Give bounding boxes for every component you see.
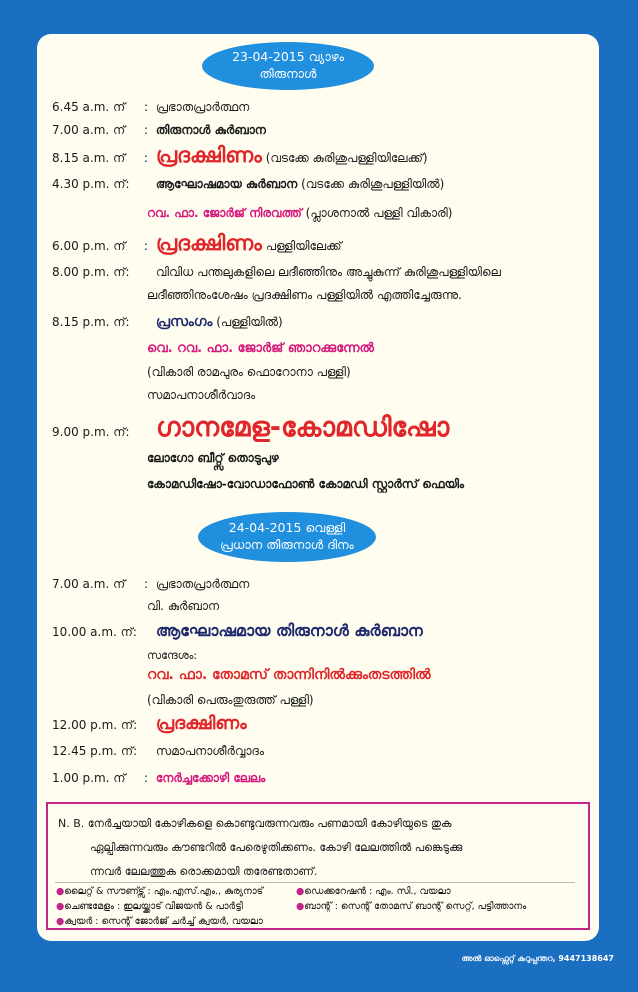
message-label: സന്ദേശം:	[147, 649, 198, 662]
feast-mass-highlight: ആഘോഷമായ തിരുനാൾ കുർബാന	[155, 621, 423, 640]
sponsor-item: ●ഡെക്കറേഷൻ : എം. സി., വയലാ	[296, 886, 451, 897]
sponsor-item: ●ക്വയർ : സെന്റ് ജോർജ് ചർച്ച് ക്വയർ, വയലാ	[56, 916, 263, 927]
day1-date: 23-04-2015 വ്യാഴം	[232, 49, 344, 64]
day2-date: 24-04-2015 വെള്ളി	[228, 520, 346, 535]
schedule-row: 12.45 p.m. ന്: സമാപനാശീർവ്വാദം	[52, 744, 264, 758]
procession-highlight: പ്രദക്ഷിണം	[155, 143, 262, 167]
speaker-name: വെ. റവ. ഫാ. ജോർജ് ഞാറക്കുന്നേൽ	[147, 341, 375, 356]
troupe-detail: കോമഡിഷോ-വോഡാഫോൺ കോമഡി സ്റ്റാർസ് ഫെയിം	[147, 477, 464, 491]
troupe-name: ലോഗോ ബീറ്റ്സ് തൊടുപുഴ	[147, 451, 279, 465]
schedule-row: 9.00 p.m. ന്: ഗാനമേള-കോമഡിഷോ	[52, 412, 450, 443]
printer-credit: അൽ ഓഫ്സെറ്റ് കുറുപ്പന്തറ, 9447138647	[461, 954, 614, 963]
note-text: N. B. നേർച്ചയായി കോഴികളെ കൊണ്ടുവരുന്നവരും പണമായി കോഴിയുടെ തുക ഏല്പിക്കുന്നവരും കൗണ്ടറിൽ പേരെഴുതിക്കണം. കോഴി ലേലത്തിൽ പങ്കെടുക്കു ന്നവർ ലേലത്തുക രൊക്കമായി തരേണ്ടതാണ്.	[58, 817, 463, 878]
preacher-role: (വികാരി പെരുംതുരുത്ത് പള്ളി)	[147, 693, 314, 707]
day1-badge	[202, 42, 374, 90]
schedule-row: 1.00 p.m. ന് : നേർച്ചക്കോഴി ലേലം	[52, 771, 266, 785]
procession-highlight: പ്രദക്ഷിണം	[155, 231, 262, 255]
note-divider	[55, 882, 575, 883]
blessing-text: സമാപനാശീർവാദം	[147, 388, 256, 402]
note-box	[46, 802, 590, 930]
auction-highlight: നേർച്ചക്കോഴി ലേലം	[155, 771, 266, 785]
speaker-role: (വികാരി രാമപുരം ഫൊറോനാ പള്ളി)	[147, 365, 351, 379]
schedule-row: 8.15 p.m. ന്: പ്രസംഗം (പള്ളിയിൽ)	[52, 314, 283, 330]
schedule-row: 8.00 p.m. ന്: വിവിധ പന്തലുകളിലെ ലദീഞ്ഞിനും അച്ചുകുന്ന് കുരിശുപള്ളിയിലെ	[52, 265, 501, 279]
sponsor-item: ●ലൈറ്റ് & സൗണ്ട്സ് : എം.എസ്.എം., കുര്യനാട്	[56, 886, 264, 897]
celebrant-line: റവ. ഫാ. ജോർജ് നിരവത്ത് (പ്ലാശനാൽ പള്ളി വികാരി)	[147, 206, 453, 220]
schedule-row: 10.00 a.m. ന്: ആഘോഷമായ തിരുനാൾ കുർബാന	[52, 621, 423, 640]
schedule-row: 6.00 p.m. ന് : പ്രദക്ഷിണം പള്ളിയിലേക്ക്	[52, 231, 342, 255]
day1-title: തിരുനാൾ	[259, 66, 317, 81]
schedule-row: 12.00 p.m. ന്: പ്രദക്ഷിണം	[52, 713, 247, 734]
sponsor-item: ●ബാന്റ് : സെന്റ് തോമസ് ബാന്റ് സെറ്റ്, പട്ടിത്താനം	[296, 901, 527, 912]
schedule-row: 8.15 a.m. ന് : പ്രദക്ഷിണം (വടക്കേ കുരിശുപള്ളിയിലേക്ക്)	[52, 143, 428, 167]
preacher-name: റവ. ഫാ. തോമസ് താന്നിനിൽക്കുംതടത്തിൽ	[147, 667, 431, 683]
schedule-continuation: ലദീഞ്ഞിനുംശേഷം പ്രദക്ഷിണം പള്ളിയിൽ എത്തിച്ചേരുന്നു.	[147, 288, 462, 302]
day2-title: പ്രധാന തിരുനാൾ ദിനം	[220, 537, 354, 552]
concert-highlight: ഗാനമേള-കോമഡിഷോ	[155, 412, 450, 443]
procession-highlight: പ്രദക്ഷിണം	[155, 713, 247, 734]
schedule-row: 7.00 a.m. ന് : തിരുനാൾ കുർബാന	[52, 123, 266, 137]
day2-badge	[198, 512, 376, 562]
schedule-continuation: വി. കുർബാന	[147, 599, 220, 613]
schedule-row: 7.00 a.m. ന് : പ്രഭാതപ്രാർത്ഥന	[52, 577, 250, 591]
schedule-row: 4.30 p.m. ന്: ആഘോഷമായ കുർബാന (വടക്കേ കുരിശുപള്ളിയിൽ)	[52, 177, 445, 191]
schedule-row: 6.45 a.m. ന് : പ്രഭാതപ്രാർത്ഥന	[52, 100, 250, 114]
sponsor-item: ●ചെണ്ടമേളം : ഇലയ്ക്കാട് വിജയൻ & പാർട്ടി	[56, 901, 243, 912]
